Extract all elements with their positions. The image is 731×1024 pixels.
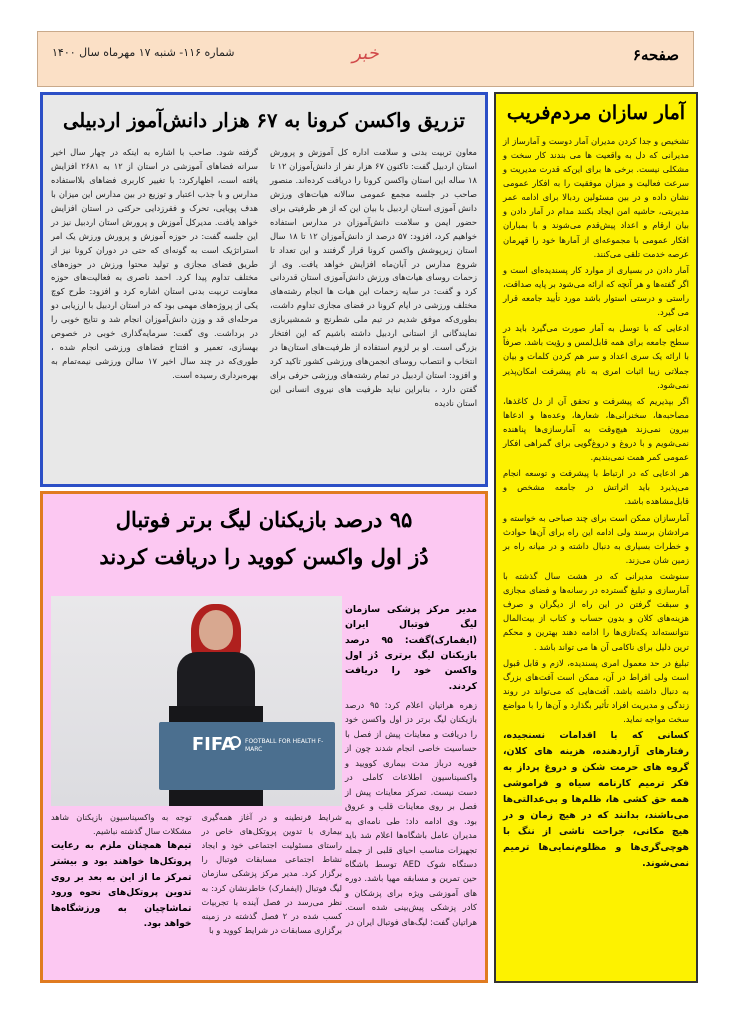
vaccine-columns (51, 146, 477, 411)
sidebar-paragraph: هر ادعایی که در ارتباط با پیشرفت و توسعه انجام می‌پذیرد باید اثراتش در جامعه مشخص و قابل‌مشاهده باشد. (503, 468, 689, 507)
sidebar-paragraph: سنوشت مدیرانی که در هشت سال گذشته با آمارسازی و تبلیغ گسترده در رسانه‌ها و فضای مجازی و سبقت گرفتن در این راه از دیگران و صرف هزینه‌های کلان و بدون حساب و کتاب از بیت‌المال نتوانسته‌اند یکه‌تازی‌ها را ادامه دهند بهترین و محکم ترین دلیل برای ناکامی آن ها می تواند باشد . (503, 571, 689, 652)
newspaper-logo: خبر (352, 43, 379, 64)
masthead (37, 31, 694, 87)
football-highlight: تیم‌ها همچنان ملزم به رعایت پروتکل‌ها خواهند بود و بیشتر تمرکز ما از این به بعد بر روی تدوین پروتکل‌های نحوه ورود تماشاچیان به ورزشگاه‌ها خواهد بود. (51, 840, 192, 930)
sidebar-closing: کسانی که با اقدامات نسنجیده، رفتارهای آزاردهنده، هزینه های کلان، گروه های حرمت شکن و دروغ پرداز به فکر ترمیم کارنامه سیاه و فراموشی همه حق کشی ها، ظلم‌ها و بی‌عدالتی‌ها می‌باشند، بدانند که در هیچ زمان و در هیچ مکانی، جراحت ناشی از ننگ با هوچی‌گری‌ها و مظلوم‌نمایی‌ها ترمیم نمی‌شوند. (503, 730, 689, 870)
fifa-logo-text: FIFA (191, 734, 235, 755)
speaker-body (177, 652, 255, 712)
sidebar-paragraph: تبلیغ در حد معمول امری پسندیده، لازم و قابل قبول است ولی افراط در آن، ممکن است آفت‌های بزرگ به دنبال داشته باشد. آفت‌هایی که می‌تواند در روند زندگی و مدیریت افراد تأثیر بگذارد و آن‌ها را با مواضع سخت مواجه نماید. (503, 657, 689, 725)
football-lead: مدیر مرکز پزشکی سازمان لیگ فوتبال ایران (ایفمارک)گفت: ۹۵ درصد بازیکنان لیگ برتری دُز اول واکسن خود را دریافت کردند. (345, 604, 477, 692)
vaccine-text-right: معاون تربیت بدنی و سلامت اداره کل آموزش و پرورش استان اردبیل گفت: تاکنون ۶۷ هزار نفر از دانش‌آموزان ۱۲ تا ۱۸ ساله این استان واکسن کرونا را دریافت کرده‌اند. منصور صاحب در جلسه مجمع عمومی سالانه هیات‌های ورزش دانش آموزی استان اردبیل با بیان این که از هر ظرفیتی برای حضور ایمن و سلامت دانش‌آموزان در مدارس استفاده خواهیم کرد، افزود: ۵۷ درصد از دانش‌آموزان ۱۲ تا ۱۸ سال استان زیرپوشش واکسن کرونا قرار گرفتند و این تعداد تا شروع مدارس در آبان‌ماه افزایش خواهد یافت. وی از زحمات روسای هیات‌های ورزش دانش‌آموزی استان قدردانی کرد و گفت: در سایه زحمات این هیات ها انجام رشته‌های مختلف ورزشی در ایام کرونا در فضای مجازی تداوم داشت، بطوری‌که موفق شدیم در تیم ملی شطرنج و شمشیربازی نمایندگانی از استانی اردبیل داشته باشیم که این افتخار بزرگی است. او بر لزوم استفاده از ظرفیت‌های استان‌ها در انتخاب و انتصاب روسای انجمن‌های ورزشی کشور تاکید کرد و افزود: استان اردبیل در تمام رشته‌های ورزشی حرفی برای گفتن دارد ، بنابراین نباید ظرفیت های نیروی انسانی این استان نادیده (270, 147, 477, 408)
sidebar-paragraph: تشخیص و جدا کردن مدیران آمار دوست و آمارساز از مدیرانی که دل به واقعیت ها می بندند کار سخت و مشکلی نیست. برخی ها برای این‌که قدرت مدیریت و سرعت فعالیت و میزان موفقیت را به افکار عمومی نشان داده و در بین مسئولین ردبالا برای ادامه عمر مدیریتی، حاشیه امن ایجاد بکنند مدام در آمار دادن و بیان ارقام و اعداد پیش‌قدم می‌شوند و با بمباران افکار عمومی با مجموعه‌ای از آمارها خود را قهرمان عرصه خدمت تلقی می‌کنند. (503, 135, 689, 259)
football-column-right (345, 602, 477, 929)
page-number: صفحه۶ (632, 46, 679, 64)
fmarc-emblem-icon (229, 736, 241, 748)
sidebar-paragraph: آمارسازان ممکن است برای چند صباحی به خواسته و مرادشان برسند ولی ادامه این راه برای آن‌ها حوادث و خطرات بسیاری به دنبال داشته و در میانه راه بر زمین شان می‌زند. (503, 512, 689, 565)
football-body-mid: شرایط قرنطینه و در آغاز همه‌گیری بیماری با تدوین پروتکل‌های خاص در راستای مسئولیت اجتماعی خود و ایجاد نشاط اجتماعی مسابقات فوتبال را برگزار کرد. مدیر مرکز پزشکی سازمان لیگ فوتبال (ایفمارک) خاطرنشان کرد: به نظر می‌رسد در فصل آینده با تجربیات کسب شده در ۲ فصل گذشته در زمینه برگزاری مسابقات در شرایط کووید و با (201, 812, 342, 935)
speaker-face (199, 610, 233, 650)
football-column-mid (202, 810, 343, 937)
football-body-left: توجه به واکسیناسیون بازیکنان شاهد مشکلات سال گذشته نباشیم. (51, 812, 192, 837)
football-article (40, 491, 488, 983)
sidebar-paragraph: ادعایی که با توسل به آمار صورت می‌گیرد باید در سطح جامعه برای همه قابل‌لمس و رؤیت باشد. صرفاً با ارائه یک سری اعداد و سر هم کردن کلمات و بیان جملاتی زیبا اثبات امری به نام پیشرفت امکان‌پذیر نمی‌شود. (503, 323, 689, 390)
football-bottom-columns (51, 810, 342, 937)
football-headline-line1: ۹۵ درصد بازیکنان لیگ برتر فوتبال (115, 507, 413, 532)
fifa-banner (159, 722, 335, 790)
vaccine-column-right (270, 146, 477, 411)
sidebar-paragraph: اگر بپذیریم که پیشرفت و تحقق آن از دل کاغذها، مصاحبه‌ها، سخنرانی‌ها، شعارها، وعده‌ها و ادعاها بیرون نمی‌زند هیچ‌وقت به آمارسازی‌ها پناهنده نمی‌شویم و با دروغ و دروغ‌گویی برای گمراهی افکار عمومی کمر همت نمی‌بندیم. (503, 395, 689, 463)
vaccine-headline: تزریق واکسن کرونا به ۶۷ هزار دانش‌آموز اردبیلی (62, 109, 465, 132)
vaccine-text-left: گرفته شود. صاحب با اشاره به اینکه در چهار سال اخیر سرانه فضاهای آموزشی در استان از ۱۲ به ۲۶۸۱ افزایش یافته است، اظهارکرد: با تغییر کاربری فضاهای بلااستفاده مدارس و با جذب اعتبار و توزیع در بین مدارس این میزان با هدف پویایی، تحرک و فقرزدایی حرکتی در استان افزایش خواهد یافت. مدیرکل آموزش و پرورش استان اردبیل نیز در این جلسه گفت: در حوزه آموزش و پرورش ورزش یک امر استراتژیک است به گونه‌ای که حتی در دوران کرونا نیز از طریق فضای مجازی و تولید محتوا ورزش در حوزه‌های مختلف تداوم پیدا کرد. احمد ناصری به فعالیت‌های حوزه معاونت تربیت بدنی استان اشاره کرد و افزود: طرح کوچ یکی از پروژه‌های مهمی بود که در استان اردبیل با ارزیابی دو مرحله‌ای قد و وزن دانش‌آموزان انجام شد و نتایج خوبی را در برداشت. وی گفت: سرمایه‌گذاری خوبی در خصوص بهسازی، تعمیر و افتتاح فضاهای ورزشی انجام شده ، طوری‌که در چند سال اخیر ۱۷ سالن ورزشی نیمه‌تمام به بهره‌برداری رسیده است. (51, 147, 258, 380)
sidebar-title: آمار سازان مردم‌فریب (506, 102, 686, 124)
football-column-left (51, 810, 192, 937)
football-body-right: زهره هراتیان اعلام کرد: ۹۵ درصد بازیکنان لیگ برتر دز اول واکسن خود را دریافت و معاینات پیش از فصل با حساسیت خاصی انجام شدند چون از فوریه درباز مدت بیماری کوویید و واکسیناسیون اطلاعات کاملی در دست نیست. تمرکز معاینات پیش از فصل بر روی معاینات قلب و عروق بود. وی ادامه داد: طی نامه‌ای به مدیران عامل باشگاه‌ها اعلام شد باید تجهیزات مناسب احیای قلبی از جمله دستگاه شوک AED توسط باشگاه حین تمرین و مسابقه مهیا باشد. دوره های آموزشی ویژه برای پزشکان و کادر پزشکی پیش‌بینی شده است. هراتیان گفت: لیگ‌های فوتبال ایران در (345, 699, 477, 927)
fifa-banner-subtitle: FOOTBALL FOR HEALTH F-MARC (245, 738, 324, 754)
vaccine-article (40, 92, 488, 487)
issue-date: شماره ۱۱۶- شنبه ۱۷ مهرماه سال ۱۴۰۰ (52, 46, 235, 59)
sidebar-column (494, 92, 698, 983)
news-photo (51, 596, 342, 806)
sidebar-paragraph: آمار دادن در بسیاری از موارد کار پسندیده‌ای است و اگر گفته‌ها و هر آنچه که ارائه می‌شود بر پایه صداقت، راستی و درستی استوار باشد مورد تأیید جامعه قرار می گیرد. (503, 264, 689, 318)
football-headline-line2: دُز اول واکسن کووید را دریافت کردند (99, 543, 429, 569)
vaccine-column-left (51, 146, 258, 411)
